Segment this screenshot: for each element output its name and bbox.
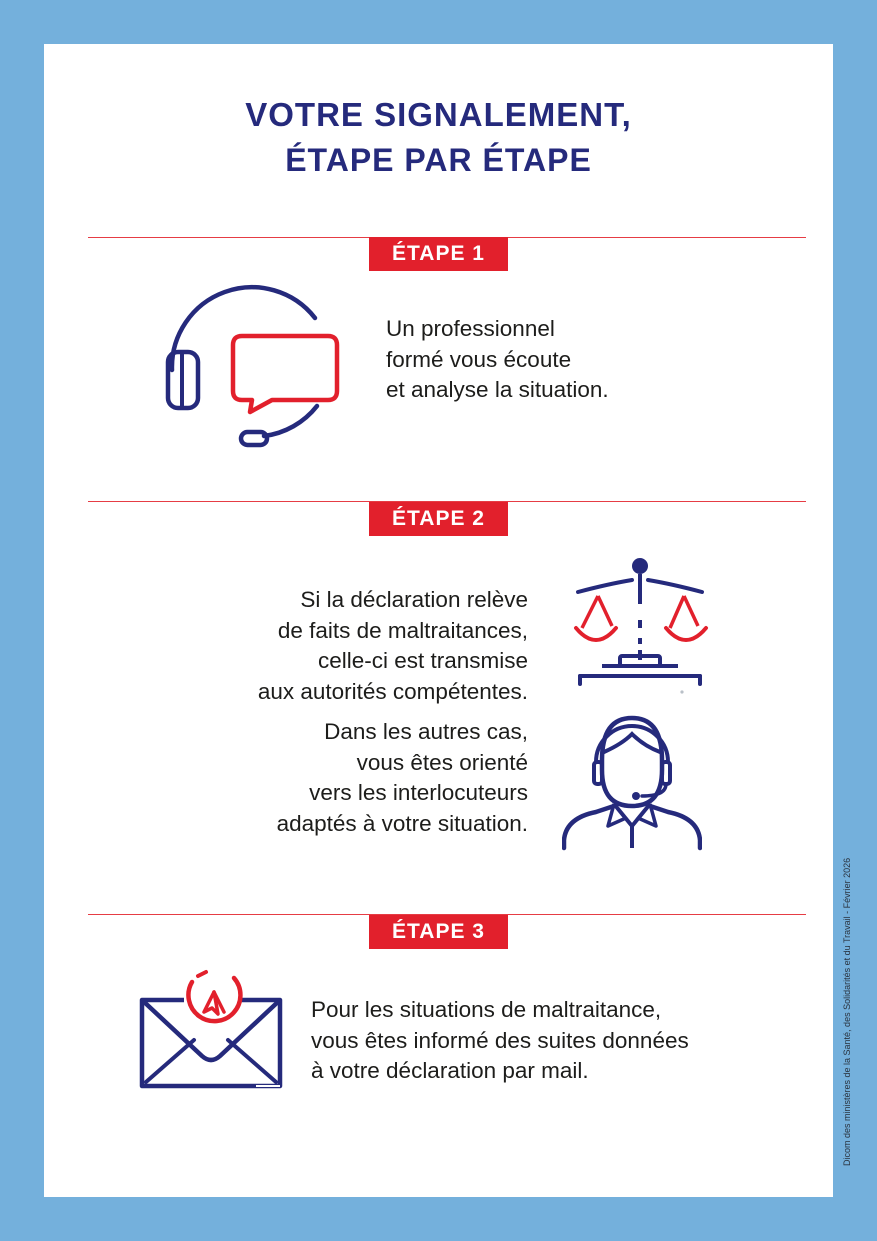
- step-2-line: Dans les autres cas,: [324, 719, 528, 744]
- step-3-badge: ÉTAPE 3: [369, 915, 508, 949]
- step-1-line: formé vous écoute: [386, 346, 572, 372]
- step-1-line: et analyse la situation.: [386, 377, 609, 402]
- page-subtitle: ÉTAPE PAR ÉTAPE: [285, 142, 592, 178]
- step-1-badge: ÉTAPE 1: [369, 237, 508, 271]
- headset-chat-icon: [160, 282, 345, 454]
- page-title: VOTRE SIGNALEMENT,: [245, 96, 632, 133]
- step-2-line: de faits de maltraitances,: [277, 617, 528, 643]
- step-1-text: [386, 314, 609, 406]
- step-3-line: vous êtes informé des suites données: [311, 1027, 689, 1053]
- step-2-badge: ÉTAPE 2: [369, 502, 508, 536]
- step-2-line: vers les interlocuteurs: [309, 780, 528, 805]
- step-2-line: Si la déclaration relève: [300, 587, 528, 612]
- step-2-line: adaptés à votre situation.: [276, 810, 528, 836]
- step-3-line: Pour les situations de maltraitance,: [311, 997, 662, 1022]
- step-3-text: [311, 995, 689, 1087]
- step-2-line: vous êtes orienté: [356, 749, 528, 775]
- step-3-line: à votre déclaration par mail.: [311, 1058, 589, 1083]
- credit-text: Dicom des ministères de la Santé, des Solidarités et du Travail - Février 2026: [842, 857, 852, 1166]
- email-notification-icon: [136, 964, 286, 1092]
- operator-headset-icon: [562, 714, 702, 852]
- step-2-paragraph-2: [170, 717, 528, 839]
- scales-of-justice-icon: [568, 552, 713, 697]
- step-2-paragraph-1: [170, 585, 528, 707]
- step-1-line: Un professionnel: [386, 316, 555, 341]
- step-2-line: celle-ci est transmise: [317, 648, 528, 673]
- step-2-line: aux autorités compétentes.: [257, 678, 528, 704]
